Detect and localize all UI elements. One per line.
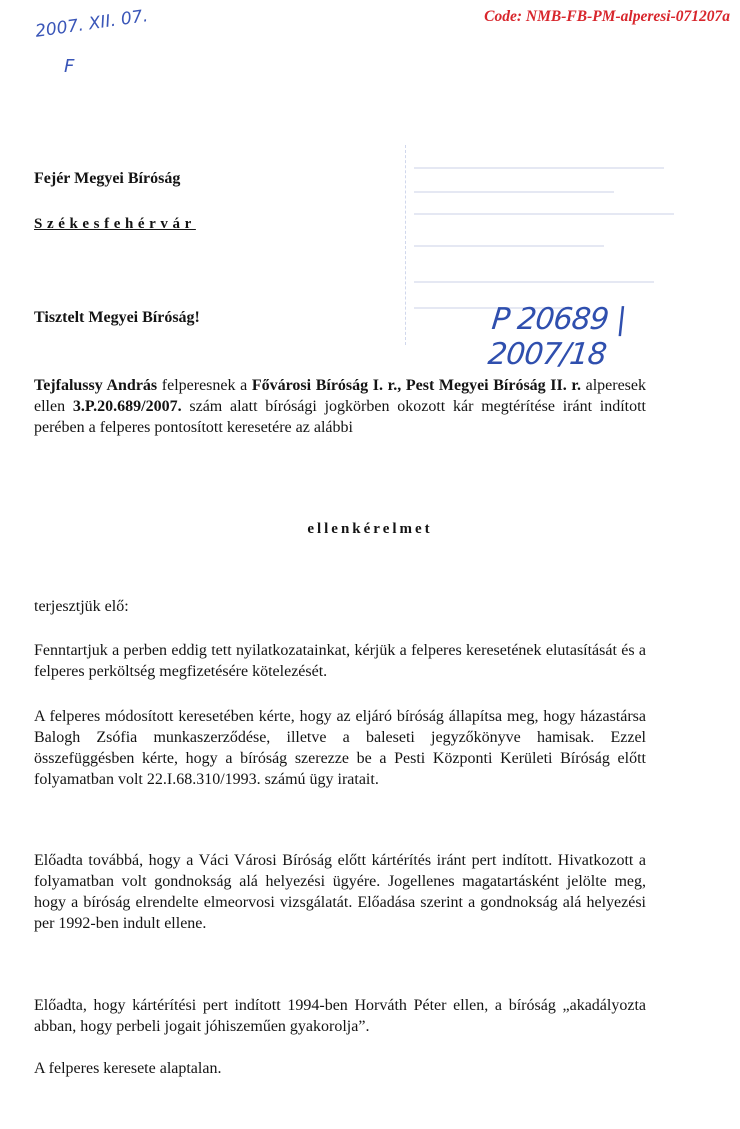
case-number: 3.P.20.689/2007. bbox=[72, 398, 182, 415]
addressee-court: Fejér Megyei Bíróság bbox=[34, 170, 181, 187]
handwritten-case-number: P 20689 | 2007/18 bbox=[486, 302, 628, 372]
defendants: Fővárosi Bíróság I. r., Pest Megyei Bíróság II. r. bbox=[251, 377, 581, 394]
handwritten-date: 2007. XII. 07. bbox=[34, 6, 150, 42]
paragraph-maintain: Fenntartjuk a perben eddig tett nyilatkozatainkat, kérjük a felperes keresetének elutasítását és a felperes perköltség megfizetésére kötelezését. bbox=[34, 642, 646, 680]
plaintiff-name: Tejfalussy András bbox=[34, 377, 158, 394]
salutation: Tisztelt Megyei Bíróság! bbox=[34, 309, 200, 326]
paragraph-modified-claim: A felperes módosított keresetében kérte, hogy az eljáró bíróság állapítsa meg, hogy házastársa Balogh Zsófia munkaszerződése, illetve a baleseti jegyzőkönyve hamisak. Ezzel összefüggésben kérte, hogy a bíróság szerezze be a Pesti Központi Kerületi Bíróság előtt folyamatban volt 22.I.68.310/1993. számú ügy iratait. bbox=[34, 708, 646, 788]
paragraph-conclusion: A felperes keresete alaptalan. bbox=[34, 1060, 222, 1077]
addressee-city: Székesfehérvár bbox=[34, 216, 196, 232]
paragraph-vac-court: Előadta továbbá, hogy a Váci Városi Bíróság előtt kártérítés iránt pert indított. Hivatkozott a folyamatban volt gondnokság alá helyezési ügyére. Jogellenes magatartásként jelölte meg, hogy a bíróság elrendelte elmeorvosi vizsgálatát. Előadása szerint a gondnokság alá helyezési per 1992-ben indult ellene. bbox=[34, 852, 646, 932]
intro-paragraph: Tejfalussy András felperesnek a Fővárosi Bíróság I. r., Pest Megyei Bíróság II. r. alperesek ellen 3.P.20.689/2007. szám alatt bírósági jogkörben okozott kár megtérítése iránt indított perében a felperes pontosított keresetére az alábbi bbox=[34, 377, 647, 436]
paragraph-present: terjesztjük elő: bbox=[34, 598, 129, 615]
handwritten-mark: F bbox=[64, 56, 75, 77]
document-title: ellenkérelmet bbox=[307, 521, 433, 537]
paragraph-1994-suit: Előadta, hogy kártérítési pert indított 1994-ben Horváth Péter ellen, a bíróság „akadályozta abban, hogy perbeli jogait jóhiszeműen gyakorolja”. bbox=[34, 997, 646, 1035]
document-code: Code: NMB-FB-PM-alperesi-071207a bbox=[484, 8, 730, 25]
